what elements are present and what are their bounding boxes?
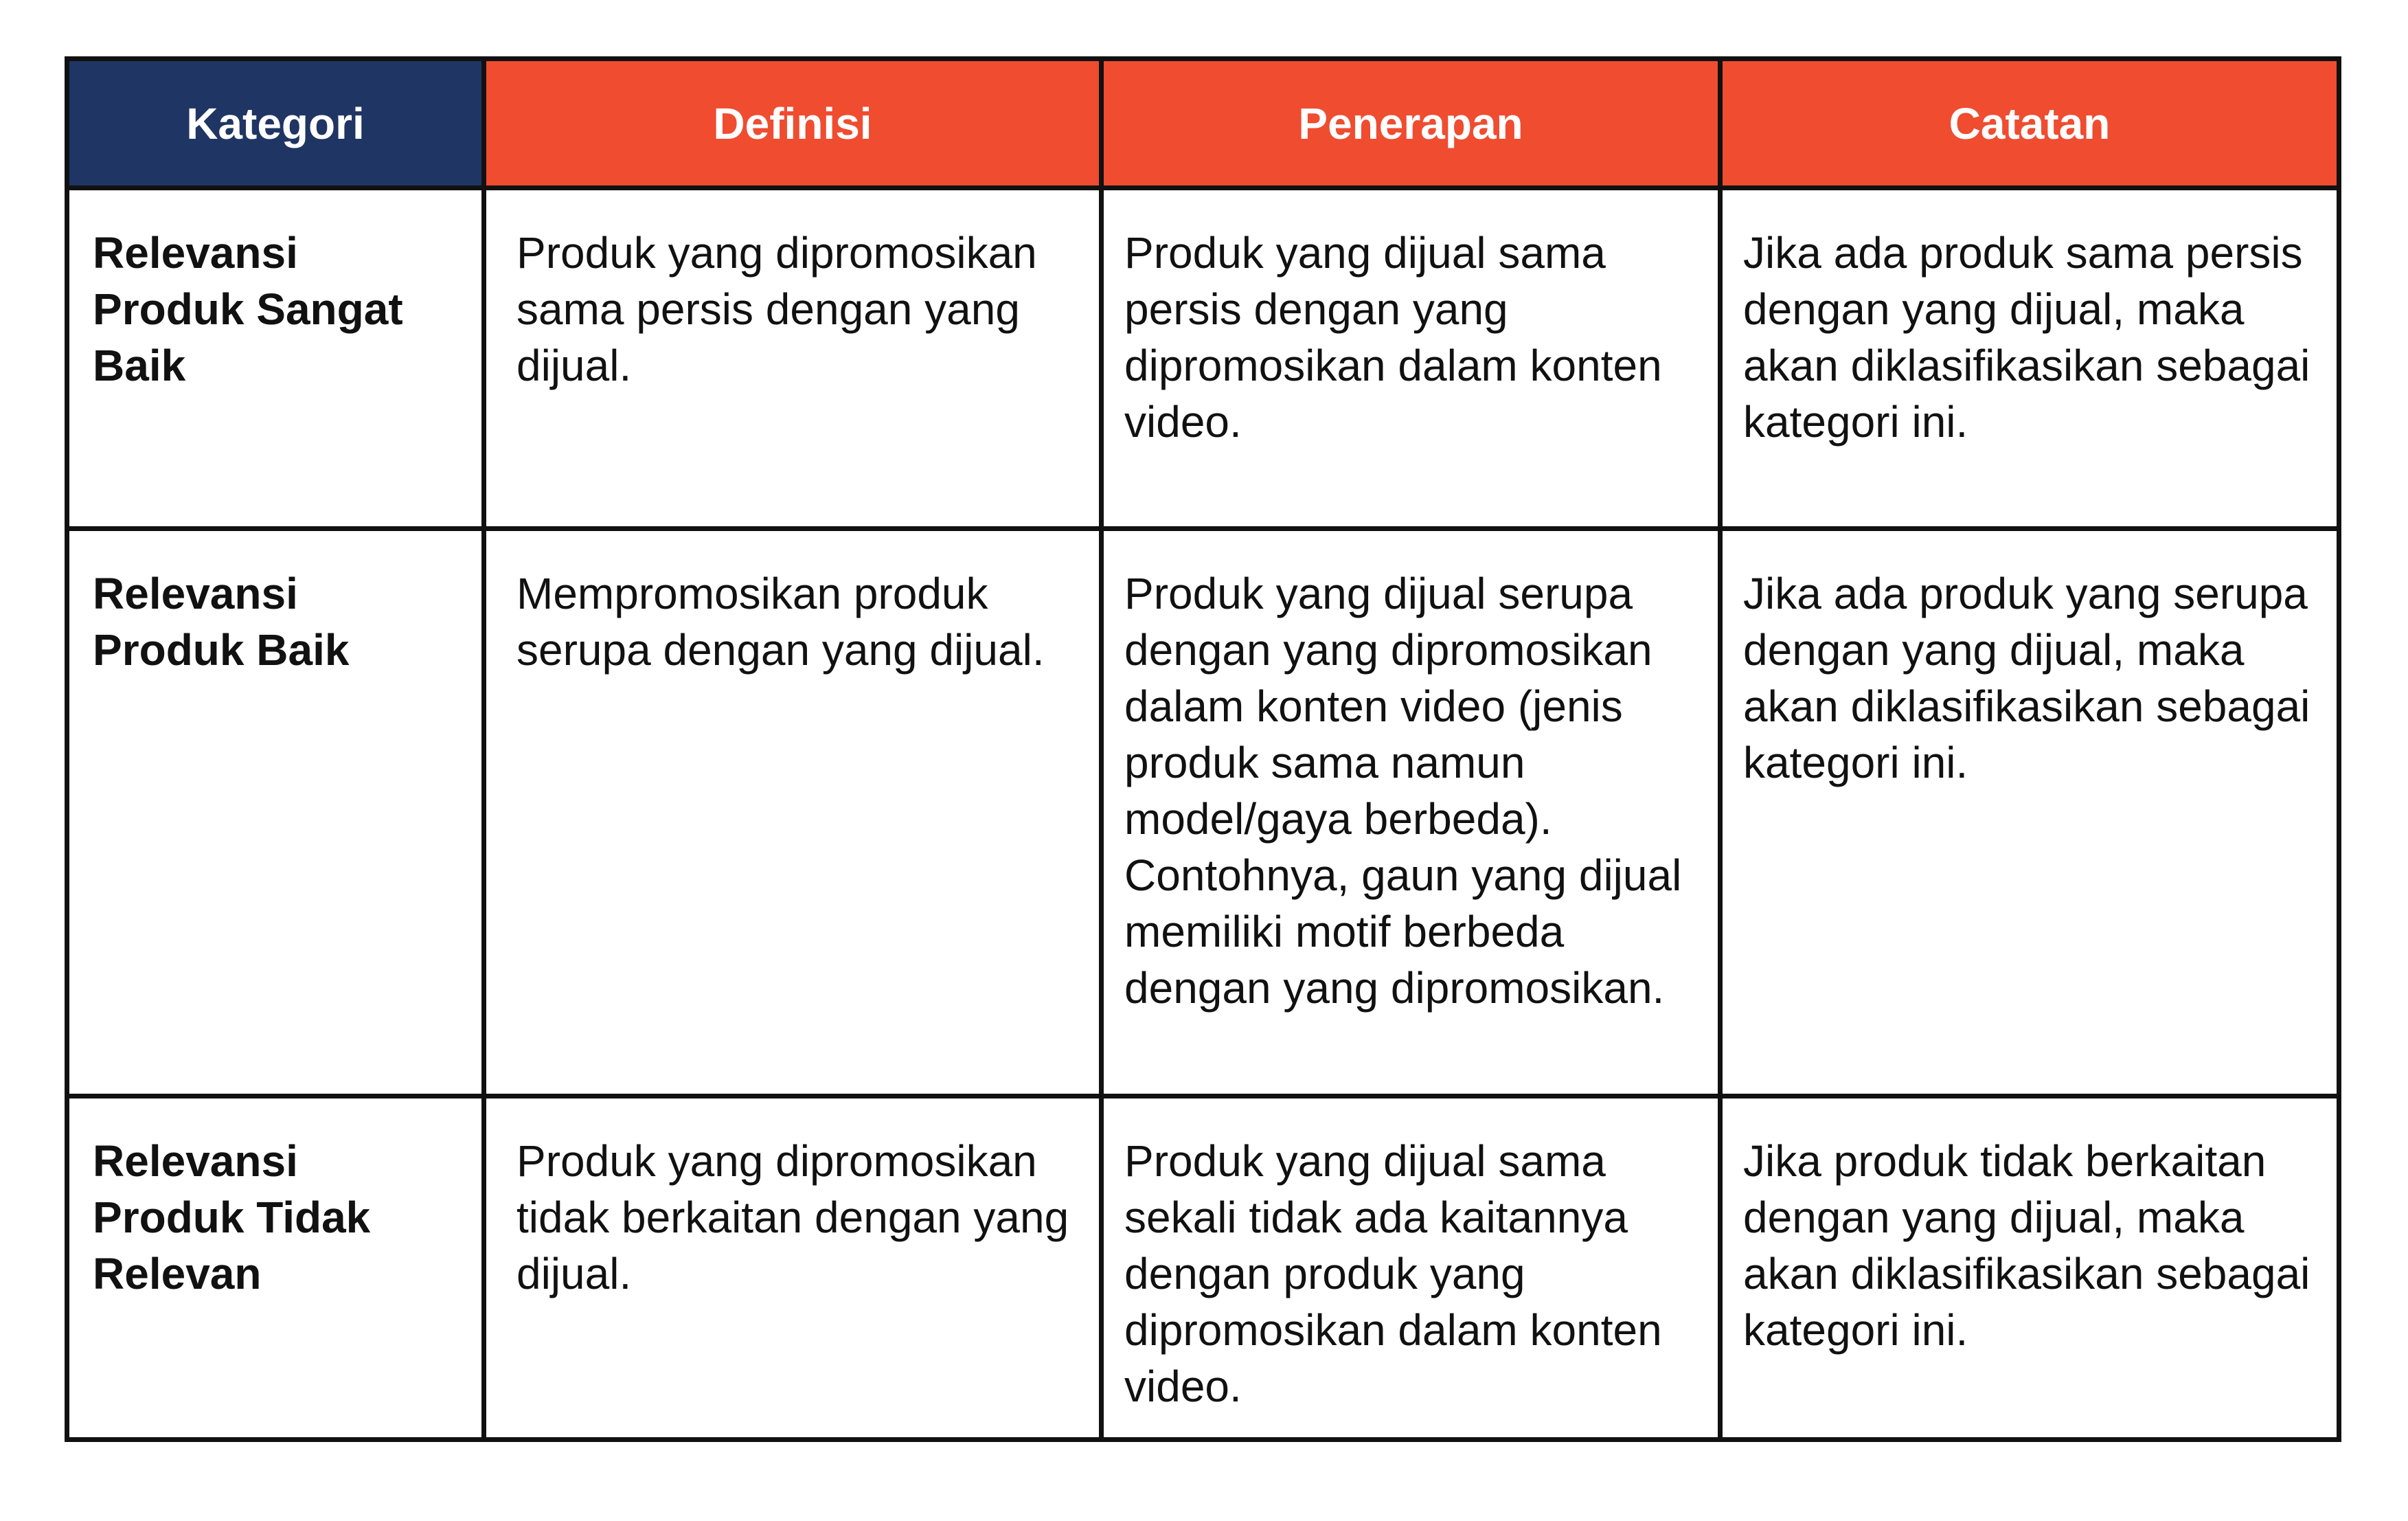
cell-definisi: Mempromosikan produk serupa dengan yang dijual.	[484, 529, 1102, 1096]
cell-definisi: Produk yang dipromosikan tidak berkaitan dengan yang dijual.	[484, 1096, 1102, 1440]
table-row	[67, 529, 2339, 1096]
table-row	[67, 1096, 2339, 1440]
cell-penerapan: Produk yang dijual sama persis dengan yang dipromosikan dalam konten video.	[1102, 188, 1720, 529]
header-kategori: Kategori	[67, 59, 484, 188]
cell-catatan: Jika ada produk yang serupa dengan yang dijual, maka akan diklasifikasikan sebagai kategori ini.	[1720, 529, 2339, 1096]
cell-kategori: Relevansi Produk Sangat Baik	[67, 188, 484, 529]
relevance-table-container	[65, 56, 2337, 1442]
table-header-row	[67, 59, 2339, 188]
header-catatan: Catatan	[1720, 59, 2339, 188]
cell-definisi: Produk yang dipromosikan sama persis dengan yang dijual.	[484, 188, 1102, 529]
cell-catatan: Jika ada produk sama persis dengan yang dijual, maka akan diklasifikasikan sebagai kategori ini.	[1720, 188, 2339, 529]
cell-penerapan: Produk yang dijual serupa dengan yang dipromosikan dalam konten video (jenis produk sama namun model/gaya berbeda). Contohnya, gaun yang dijual memiliki motif berbeda dengan yang dipromosikan.	[1102, 529, 1720, 1096]
cell-kategori: Relevansi Produk Baik	[67, 529, 484, 1096]
cell-catatan: Jika produk tidak berkaitan dengan yang dijual, maka akan diklasifikasikan sebagai kategori ini.	[1720, 1096, 2339, 1440]
cell-kategori: Relevansi Produk Tidak Relevan	[67, 1096, 484, 1440]
relevance-table	[65, 56, 2341, 1442]
cell-penerapan: Produk yang dijual sama sekali tidak ada kaitannya dengan produk yang dipromosikan dalam konten video.	[1102, 1096, 1720, 1440]
header-penerapan: Penerapan	[1102, 59, 1720, 188]
header-definisi: Definisi	[484, 59, 1102, 188]
table-row	[67, 188, 2339, 529]
